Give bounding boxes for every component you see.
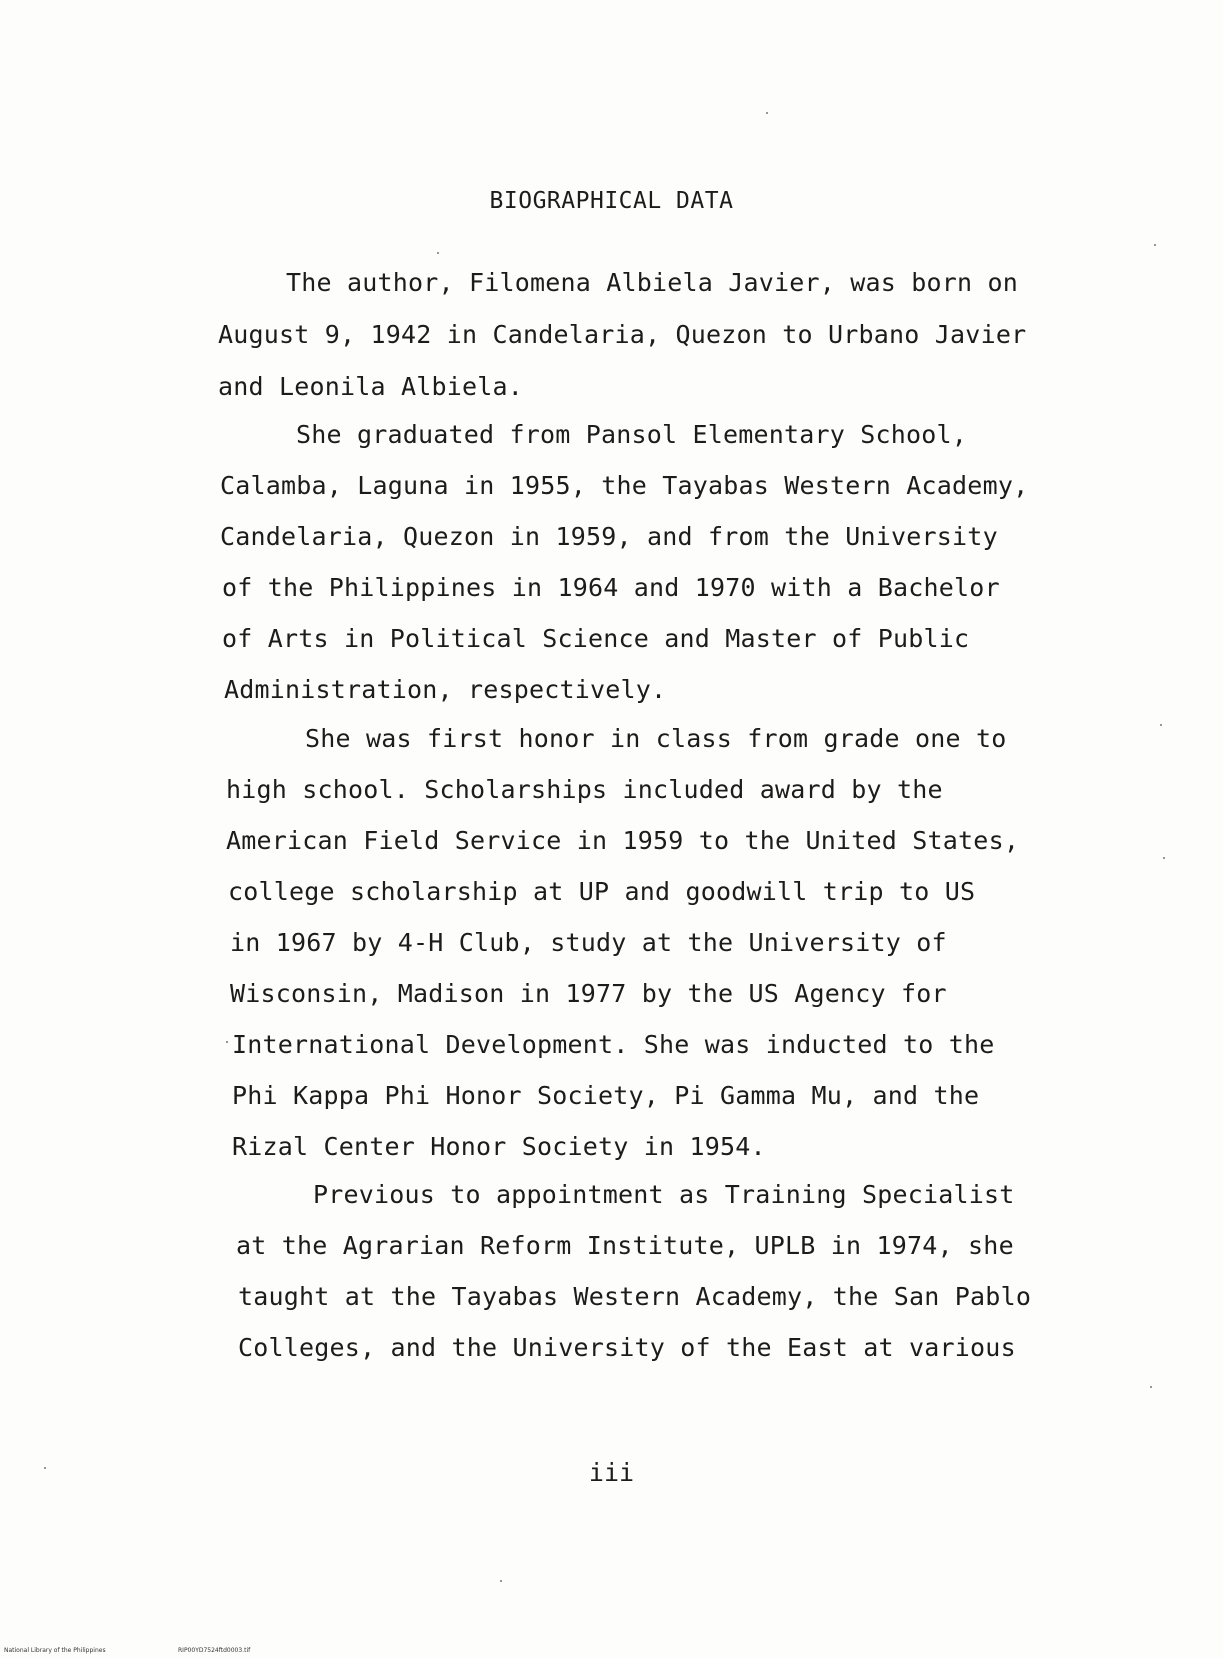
scan-speck bbox=[500, 1580, 502, 1582]
text-line: The author, Filomena Albiela Javier, was born on bbox=[286, 268, 1019, 297]
text-line: taught at the Tayabas Western Academy, the San Pablo bbox=[238, 1282, 1032, 1311]
footer-file-label: RIP00YD7524ftd0003.tif bbox=[178, 1647, 251, 1654]
text-line: Calamba, Laguna in 1955, the Tayabas Western Academy, bbox=[220, 471, 1029, 500]
scan-speck bbox=[766, 112, 768, 114]
footer-library-label: National Library of the Philippines bbox=[4, 1647, 106, 1654]
text-line: Colleges, and the University of the East at various bbox=[238, 1333, 1016, 1362]
text-line: at the Agrarian Reform Institute, UPLB in 1974, she bbox=[236, 1231, 1014, 1260]
text-line: Phi Kappa Phi Honor Society, Pi Gamma Mu, and the bbox=[232, 1081, 980, 1110]
text-line: college scholarship at UP and goodwill trip to US bbox=[228, 877, 976, 906]
text-line: She graduated from Pansol Elementary School, bbox=[296, 420, 968, 449]
scan-speck bbox=[226, 1041, 228, 1043]
text-line: and Leonila Albiela. bbox=[218, 372, 524, 401]
page-title: BIOGRAPHICAL DATA bbox=[489, 188, 734, 214]
text-line: of the Philippines in 1964 and 1970 with a Bachelor bbox=[222, 573, 1000, 602]
text-line: She was first honor in class from grade one to bbox=[305, 724, 1007, 753]
scan-speck bbox=[1163, 857, 1165, 859]
scan-speck bbox=[1160, 724, 1162, 726]
text-line: International Development. She was inducted to the bbox=[232, 1030, 995, 1059]
text-line: in 1967 by 4-H Club, study at the University of bbox=[230, 928, 947, 957]
text-line: American Field Service in 1959 to the United States, bbox=[226, 826, 1020, 855]
text-line: of Arts in Political Science and Master of Public bbox=[222, 624, 970, 653]
page-number: iii bbox=[588, 1458, 635, 1487]
text-line: Candelaria, Quezon in 1959, and from the University bbox=[220, 522, 998, 551]
scan-speck bbox=[1150, 1386, 1152, 1388]
text-line: Wisconsin, Madison in 1977 by the US Agency for bbox=[230, 979, 947, 1008]
scan-speck bbox=[437, 252, 439, 254]
text-line: August 9, 1942 in Candelaria, Quezon to Urbano Javier bbox=[218, 320, 1027, 349]
text-line: Administration, respectively. bbox=[224, 675, 667, 704]
text-line: Rizal Center Honor Society in 1954. bbox=[232, 1132, 766, 1161]
text-line: Previous to appointment as Training Specialist bbox=[313, 1180, 1015, 1209]
text-line: high school. Scholarships included award by the bbox=[226, 775, 943, 804]
scan-speck bbox=[1154, 244, 1156, 246]
scan-speck bbox=[44, 1467, 46, 1469]
